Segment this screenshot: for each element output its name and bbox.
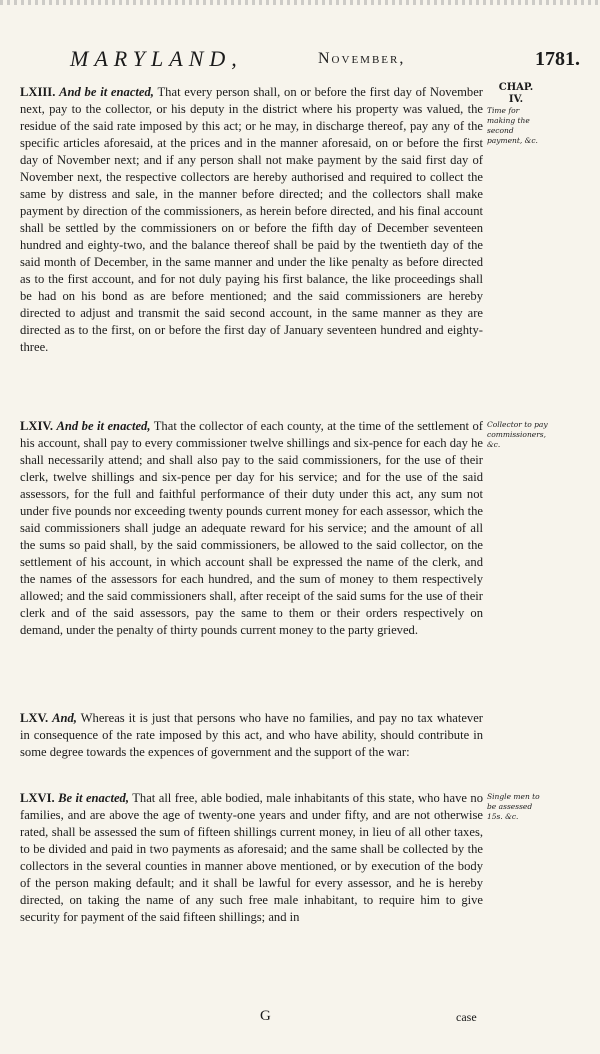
margin-note-collector: Collector to pay commissioners, &c. bbox=[487, 420, 548, 449]
section-lxvi bbox=[20, 790, 483, 926]
section-lxiii bbox=[20, 84, 483, 356]
chapter-label: CHAP. bbox=[498, 82, 534, 93]
enacting-clause: And be it enacted, bbox=[59, 85, 154, 99]
header-month: November, bbox=[318, 50, 406, 67]
enacting-clause: Be it enacted, bbox=[58, 791, 129, 805]
signature-mark: G bbox=[260, 1008, 271, 1024]
section-number: LXIV. bbox=[20, 419, 54, 433]
section-text: Whereas it is just that persons who have no families, and pay no tax whatever in consequence of the rate imposed by this act, and who have ability, should contribute in some degree towards the expences of government and the support of the war: bbox=[20, 711, 483, 759]
section-lxiv bbox=[20, 418, 483, 639]
running-header bbox=[70, 46, 580, 76]
margin-note-single-men: Single men to be assessed 15s. &c. bbox=[487, 792, 540, 821]
enacting-clause: And, bbox=[52, 711, 77, 725]
section-text: That the collector of each county, at the time of the settlement of his account, shall pay to every commissioner twelve shillings and six-pence for each day he shall necessarily attend; and shall also pay to the said commissioners, for the use of their clerk, twelve shillings and six-pence per day for his service; and for the use of the said assessors, for the full and faithful performance of their duty under this act, any sum not under five pounds nor exceeding twenty pounds current money for each assessor, which the said commissioners shall judge an adequate reward for his service; and the amount of all the sums so paid shall, by the said commissioners, be allowed to the said collector, on the settlement of his account, in which account shall be expressed the name of the clerk, and the names of the assessors for each hundred, and the sum of money to them respectively allowed; and the said commissioners shall, after receipt of the said sums for the use of their clerk and of the said assessors, pay the same to them or their orders respectively on demand, under the penalty of thirty pounds current money to the party grieved. bbox=[20, 419, 483, 637]
section-number: LXIII. bbox=[20, 85, 56, 99]
header-year: 1781. bbox=[535, 48, 580, 70]
section-text: That every person shall, on or before the first day of November next, pay to the collector, or his deputy in the district where his property was valued, the residue of the said rate imposed by this act; or he may, in discharge thereof, pay any of the specific articles aforesaid, at the prices and in the manner aforesaid, on or before the first day of November next; and if any person shall not make payment by the said first day of November next, the respective collectors are hereby authorised and required to collect the same by distress and sale, in the manner before directed; and the collectors shall make payment by direction of the commissioners, as herein before directed, and his final account shall be settled by the commissioners on or before the fifth day of December seventeen hundred and eighty-two, and the balance thereof shall be paid by the twentieth day of the said month of December, in the same manner and under the like penalty as before directed as to the first account, and for not duly paying his first balance, the like proceedings shall be had on his bond as are before mentioned; and the said commissioners are hereby directed to adjust and transmit the said second account, in the same manner as they are directed as to the first, on or before the first day of January seventeen hundred and eighty-three. bbox=[20, 85, 484, 354]
chapter-number: IV. bbox=[508, 94, 524, 105]
header-title: MARYLAND, bbox=[70, 46, 243, 71]
page-top-edge bbox=[0, 0, 600, 5]
enacting-clause: And be it enacted, bbox=[56, 419, 151, 433]
section-number: LXVI. bbox=[20, 791, 55, 805]
section-lxv bbox=[20, 710, 483, 761]
section-text: That all free, able bodied, male inhabitants of this state, who have no families, and are above the age of twenty-one years and under fifty, and are not otherwise rated, shall be assessed the sum of fifteen shillings current money, in lieu of all other taxes, to be divided and paid in two payments as aforesaid; and the same shall be collected by the collectors in the several counties in manner above mentioned, or by execution of the body of the person making default; and it shall be lawful for every assessor, and he is hereby directed, on taking the name of any such free male inhabitant, to require him to give security for payment of the said fifteen shillings; and in bbox=[20, 791, 483, 924]
section-number: LXV. bbox=[20, 711, 49, 725]
margin-note-payment: Time for making the second payment, &c. bbox=[487, 106, 538, 145]
catchword: case bbox=[456, 1010, 477, 1024]
chapter-marker bbox=[496, 82, 536, 106]
